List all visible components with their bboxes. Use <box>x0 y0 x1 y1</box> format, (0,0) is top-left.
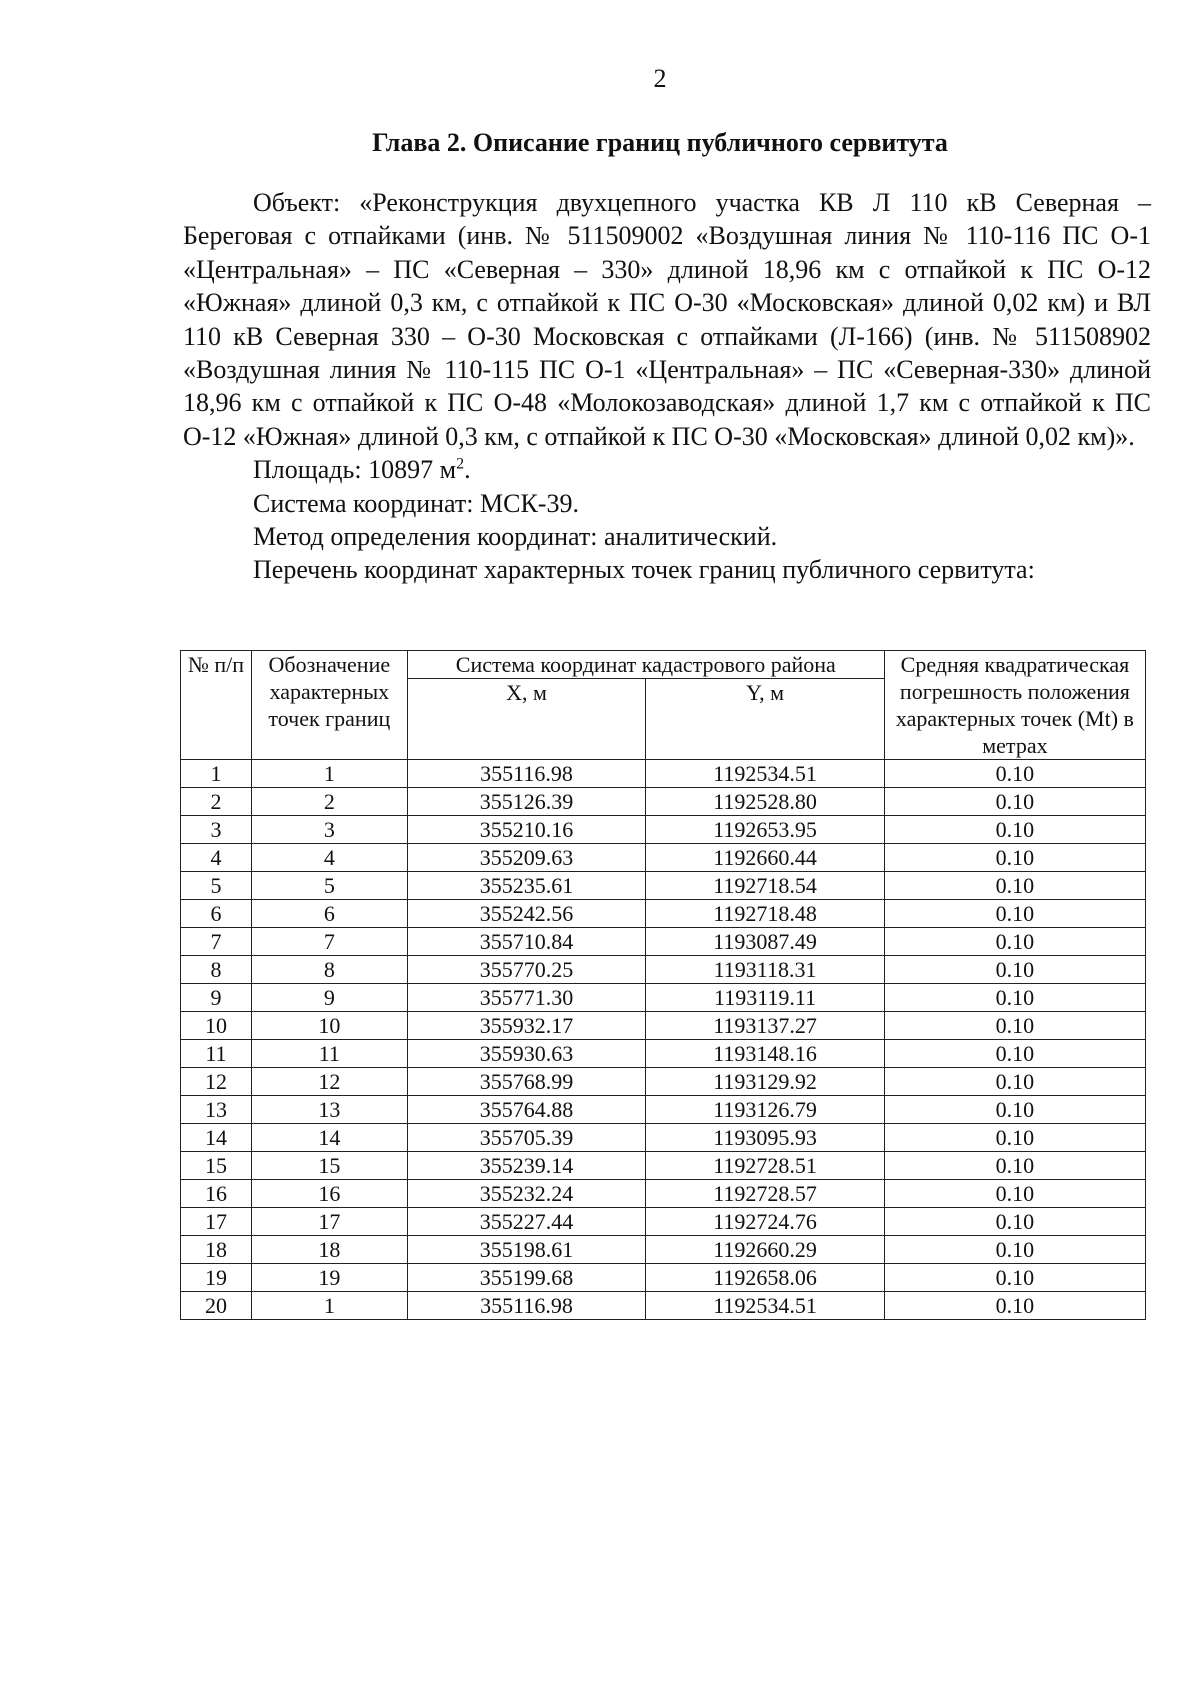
cell-designation: 2 <box>251 788 407 816</box>
table-row <box>181 1236 1146 1264</box>
cell-x: 355239.14 <box>407 1152 646 1180</box>
table-row <box>181 1124 1146 1152</box>
table-row <box>181 1292 1146 1320</box>
cell-number: 6 <box>181 900 252 928</box>
cell-x: 355768.99 <box>407 1068 646 1096</box>
table-row <box>181 1068 1146 1096</box>
header-y: Y, м <box>646 679 885 760</box>
cell-number: 5 <box>181 872 252 900</box>
cell-y: 1193118.31 <box>646 956 885 984</box>
table-row <box>181 844 1146 872</box>
cell-number: 10 <box>181 1012 252 1040</box>
header-coord-system: Система координат кадастрового района <box>407 651 884 679</box>
area-suffix: . <box>464 455 471 485</box>
cell-x: 355210.16 <box>407 816 646 844</box>
cell-number: 9 <box>181 984 252 1012</box>
cell-error: 0.10 <box>884 900 1145 928</box>
table-row <box>181 872 1146 900</box>
cell-designation: 12 <box>251 1068 407 1096</box>
cell-y: 1192660.44 <box>646 844 885 872</box>
cell-x: 355116.98 <box>407 760 646 788</box>
cell-error: 0.10 <box>884 1068 1145 1096</box>
cell-designation: 8 <box>251 956 407 984</box>
cell-y: 1192658.06 <box>646 1264 885 1292</box>
table-row <box>181 1208 1146 1236</box>
cell-error: 0.10 <box>884 1264 1145 1292</box>
cell-x: 355199.68 <box>407 1264 646 1292</box>
body-text <box>183 186 1151 587</box>
cell-number: 17 <box>181 1208 252 1236</box>
method-line: Метод определения координат: аналитический. <box>253 522 778 552</box>
cell-error: 0.10 <box>884 1124 1145 1152</box>
cell-designation: 16 <box>251 1180 407 1208</box>
coordinate-system-line: Система координат: МСК-39. <box>253 488 579 518</box>
header-designation: Обозначение характерных точек границ <box>251 651 407 760</box>
cell-number: 1 <box>181 760 252 788</box>
cell-error: 0.10 <box>884 872 1145 900</box>
cell-number: 4 <box>181 844 252 872</box>
cell-number: 16 <box>181 1180 252 1208</box>
table-row <box>181 1180 1146 1208</box>
table-header-row <box>181 651 1146 679</box>
area-superscript: 2 <box>456 455 465 473</box>
cell-x: 355198.61 <box>407 1236 646 1264</box>
page-number: 2 <box>653 64 667 93</box>
area-line <box>183 453 1151 486</box>
cell-x: 355116.98 <box>407 1292 646 1320</box>
object-description: Объект: «Реконструкция двухцепного участка КВ Л 110 кВ Северная – Береговая с отпайками (инв. № 511509002 «Воздушная линия № 110-116 ПС О-1 «Центральная» – ПС «Северная – 330» длиной 18,96 км с отпайкой к ПС О-12 «Южная» длиной 0,3 км, с отпайкой к ПС О-30 «Московская» длиной 0,02 км) и ВЛ 110 кВ Северная 330 – О-30 Московская с отпайками (Л-166) (инв. № 511508902 «Воздушная линия № 110-115 ПС О-1 «Центральная» – ПС «Северная-330» длиной 18,96 км с отпайкой к ПС О-48 «Молокозаводская» длиной 1,7 км с отпайкой к ПС О-12 «Южная» длиной 0,3 км, с отпайкой к ПС О-30 «Московская» длиной 0,02 км)». <box>183 188 1151 451</box>
cell-designation: 17 <box>251 1208 407 1236</box>
cell-y: 1193137.27 <box>646 1012 885 1040</box>
table-row <box>181 1040 1146 1068</box>
cell-number: 19 <box>181 1264 252 1292</box>
cell-designation: 4 <box>251 844 407 872</box>
cell-y: 1192718.54 <box>646 872 885 900</box>
cell-error: 0.10 <box>884 760 1145 788</box>
cell-error: 0.10 <box>884 984 1145 1012</box>
table-row <box>181 956 1146 984</box>
cell-x: 355232.24 <box>407 1180 646 1208</box>
cell-y: 1192534.51 <box>646 760 885 788</box>
chapter-title: Глава 2. Описание границ публичного сервитута <box>372 128 948 157</box>
cell-designation: 5 <box>251 872 407 900</box>
cell-designation: 10 <box>251 1012 407 1040</box>
cell-number: 12 <box>181 1068 252 1096</box>
cell-designation: 9 <box>251 984 407 1012</box>
cell-y: 1193126.79 <box>646 1096 885 1124</box>
cell-number: 7 <box>181 928 252 956</box>
cell-x: 355770.25 <box>407 956 646 984</box>
table-row <box>181 900 1146 928</box>
cell-error: 0.10 <box>884 928 1145 956</box>
cell-y: 1192534.51 <box>646 1292 885 1320</box>
cell-y: 1192728.51 <box>646 1152 885 1180</box>
cell-y: 1192728.57 <box>646 1180 885 1208</box>
cell-x: 355710.84 <box>407 928 646 956</box>
cell-designation: 6 <box>251 900 407 928</box>
cell-error: 0.10 <box>884 788 1145 816</box>
cell-number: 8 <box>181 956 252 984</box>
cell-designation: 15 <box>251 1152 407 1180</box>
cell-number: 13 <box>181 1096 252 1124</box>
cell-x: 355932.17 <box>407 1012 646 1040</box>
table-row <box>181 984 1146 1012</box>
table-row <box>181 1264 1146 1292</box>
cell-x: 355771.30 <box>407 984 646 1012</box>
cell-number: 20 <box>181 1292 252 1320</box>
cell-error: 0.10 <box>884 1208 1145 1236</box>
cell-error: 0.10 <box>884 1152 1145 1180</box>
cell-error: 0.10 <box>884 844 1145 872</box>
cell-y: 1193148.16 <box>646 1040 885 1068</box>
cell-y: 1192724.76 <box>646 1208 885 1236</box>
cell-designation: 11 <box>251 1040 407 1068</box>
cell-error: 0.10 <box>884 956 1145 984</box>
cell-error: 0.10 <box>884 1012 1145 1040</box>
cell-y: 1192718.48 <box>646 900 885 928</box>
cell-y: 1193095.93 <box>646 1124 885 1152</box>
cell-x: 355705.39 <box>407 1124 646 1152</box>
header-x: X, м <box>407 679 646 760</box>
table-row <box>181 816 1146 844</box>
cell-x: 355227.44 <box>407 1208 646 1236</box>
cell-x: 355235.61 <box>407 872 646 900</box>
cell-number: 15 <box>181 1152 252 1180</box>
cell-error: 0.10 <box>884 1292 1145 1320</box>
cell-number: 18 <box>181 1236 252 1264</box>
cell-y: 1192660.29 <box>646 1236 885 1264</box>
cell-designation: 19 <box>251 1264 407 1292</box>
cell-error: 0.10 <box>884 816 1145 844</box>
cell-x: 355126.39 <box>407 788 646 816</box>
table-row <box>181 1152 1146 1180</box>
cell-y: 1192528.80 <box>646 788 885 816</box>
cell-y: 1192653.95 <box>646 816 885 844</box>
cell-error: 0.10 <box>884 1096 1145 1124</box>
table-body <box>181 760 1146 1320</box>
table-row <box>181 788 1146 816</box>
cell-x: 355242.56 <box>407 900 646 928</box>
cell-designation: 1 <box>251 760 407 788</box>
cell-x: 355764.88 <box>407 1096 646 1124</box>
header-number: № п/п <box>181 651 252 760</box>
list-heading: Перечень координат характерных точек границ публичного сервитута: <box>253 555 1035 585</box>
cell-y: 1193087.49 <box>646 928 885 956</box>
cell-error: 0.10 <box>884 1180 1145 1208</box>
header-error: Средняя квадратическая погрешность положения характерных точек (Mt) в метрах <box>884 651 1145 760</box>
cell-x: 355930.63 <box>407 1040 646 1068</box>
cell-designation: 14 <box>251 1124 407 1152</box>
table-row <box>181 928 1146 956</box>
cell-designation: 18 <box>251 1236 407 1264</box>
cell-designation: 1 <box>251 1292 407 1320</box>
area-text: Площадь: 10897 м <box>253 455 457 485</box>
cell-error: 0.10 <box>884 1236 1145 1264</box>
cell-y: 1193119.11 <box>646 984 885 1012</box>
cell-number: 3 <box>181 816 252 844</box>
cell-number: 11 <box>181 1040 252 1068</box>
table-row <box>181 1012 1146 1040</box>
cell-designation: 7 <box>251 928 407 956</box>
cell-number: 14 <box>181 1124 252 1152</box>
table-row <box>181 760 1146 788</box>
cell-x: 355209.63 <box>407 844 646 872</box>
cell-error: 0.10 <box>884 1040 1145 1068</box>
cell-y: 1193129.92 <box>646 1068 885 1096</box>
cell-designation: 13 <box>251 1096 407 1124</box>
cell-designation: 3 <box>251 816 407 844</box>
cell-number: 2 <box>181 788 252 816</box>
coordinates-table <box>180 650 1146 1320</box>
table-row <box>181 1096 1146 1124</box>
